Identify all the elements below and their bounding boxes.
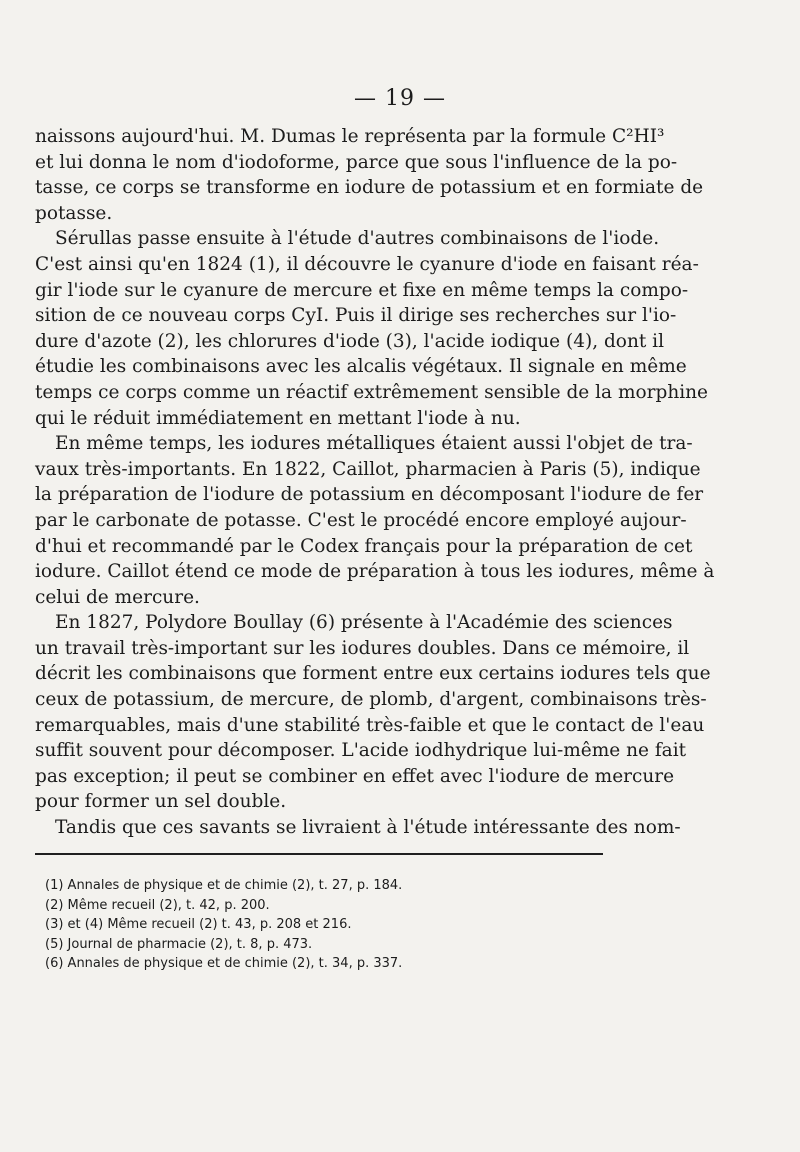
text-line: potasse. bbox=[35, 202, 113, 224]
text-line: décrit les combinaisons que forment entre eux certains iodures tels que bbox=[35, 663, 711, 685]
text-line: temps ce corps comme un réactif extrêmement sensible de la morphine bbox=[35, 381, 709, 403]
text-line: gir l'iode sur le cyanure de mercure et fixe en même temps la compo- bbox=[35, 279, 689, 301]
text-line: et lui donna le nom d'iodoforme, parce que sous l'influence de la po- bbox=[35, 151, 678, 173]
footnotes bbox=[45, 876, 605, 974]
text-line: iodure. Caillot étend ce mode de préparation à tous les iodures, même à bbox=[35, 561, 715, 583]
footnote: (5) Journal de pharmacie (2), t. 8, p. 473. bbox=[45, 936, 313, 952]
footnote: (2) Même recueil (2), t. 42, p. 200. bbox=[45, 897, 270, 913]
text-line: ceux de potassium, de mercure, de plomb, d'argent, combinaisons très- bbox=[35, 689, 707, 711]
footnote-divider bbox=[35, 853, 603, 855]
text-line: dure d'azote (2), les chlorures d'iode (3), l'acide iodique (4), dont il bbox=[35, 330, 665, 352]
text-line: pas exception; il peut se combiner en effet avec l'iodure de mercure bbox=[35, 765, 675, 787]
text-line: celui de mercure. bbox=[35, 586, 200, 608]
text-line: En même temps, les iodures métalliques étaient aussi l'objet de tra- bbox=[55, 433, 693, 455]
text-line: C'est ainsi qu'en 1824 (1), il découvre le cyanure d'iode en faisant réa- bbox=[35, 253, 699, 275]
text-line: Tandis que ces savants se livraient à l'étude intéressante des nom- bbox=[55, 817, 681, 839]
page-number: — 19 — bbox=[354, 86, 446, 111]
text-line: qui le réduit immédiatement en mettant l'iode à nu. bbox=[35, 407, 521, 429]
text-line: Sérullas passe ensuite à l'étude d'autres combinaisons de l'iode. bbox=[55, 228, 660, 250]
text-line: tasse, ce corps se transforme en iodure de potassium et en formiate de bbox=[35, 177, 704, 199]
body-text bbox=[35, 124, 715, 841]
text-line: suffit souvent pour décomposer. L'acide iodhydrique lui-même ne fait bbox=[35, 740, 687, 762]
text-line: par le carbonate de potasse. C'est le procédé encore employé aujour- bbox=[35, 509, 687, 531]
text-line: la préparation de l'iodure de potassium en décomposant l'iodure de fer bbox=[35, 484, 704, 506]
text-line: En 1827, Polydore Boullay (6) présente à l'Académie des sciences bbox=[55, 612, 673, 634]
text-line: sition de ce nouveau corps CyI. Puis il dirige ses recherches sur l'io- bbox=[35, 305, 677, 327]
text-line: un travail très-important sur les iodures doubles. Dans ce mémoire, il bbox=[35, 637, 690, 659]
text-line: pour former un sel double. bbox=[35, 791, 287, 813]
text-line: étudie les combinaisons avec les alcalis végétaux. Il signale en même bbox=[35, 356, 687, 378]
text-line: vaux très-importants. En 1822, Caillot, pharmacien à Paris (5), indique bbox=[35, 458, 701, 480]
text-line: d'hui et recommandé par le Codex français pour la préparation de cet bbox=[35, 535, 693, 557]
text-line: naissons aujourd'hui. M. Dumas le représenta par la formule C²HI³ bbox=[35, 126, 665, 147]
text-line: remarquables, mais d'une stabilité très-faible et que le contact de l'eau bbox=[35, 714, 705, 736]
footnote: (1) Annales de physique et de chimie (2), t. 27, p. 184. bbox=[45, 878, 403, 893]
footnote: (3) et (4) Même recueil (2) t. 43, p. 208 et 216. bbox=[45, 917, 352, 932]
footnote: (6) Annales de physique et de chimie (2), t. 34, p. 337. bbox=[45, 956, 403, 971]
